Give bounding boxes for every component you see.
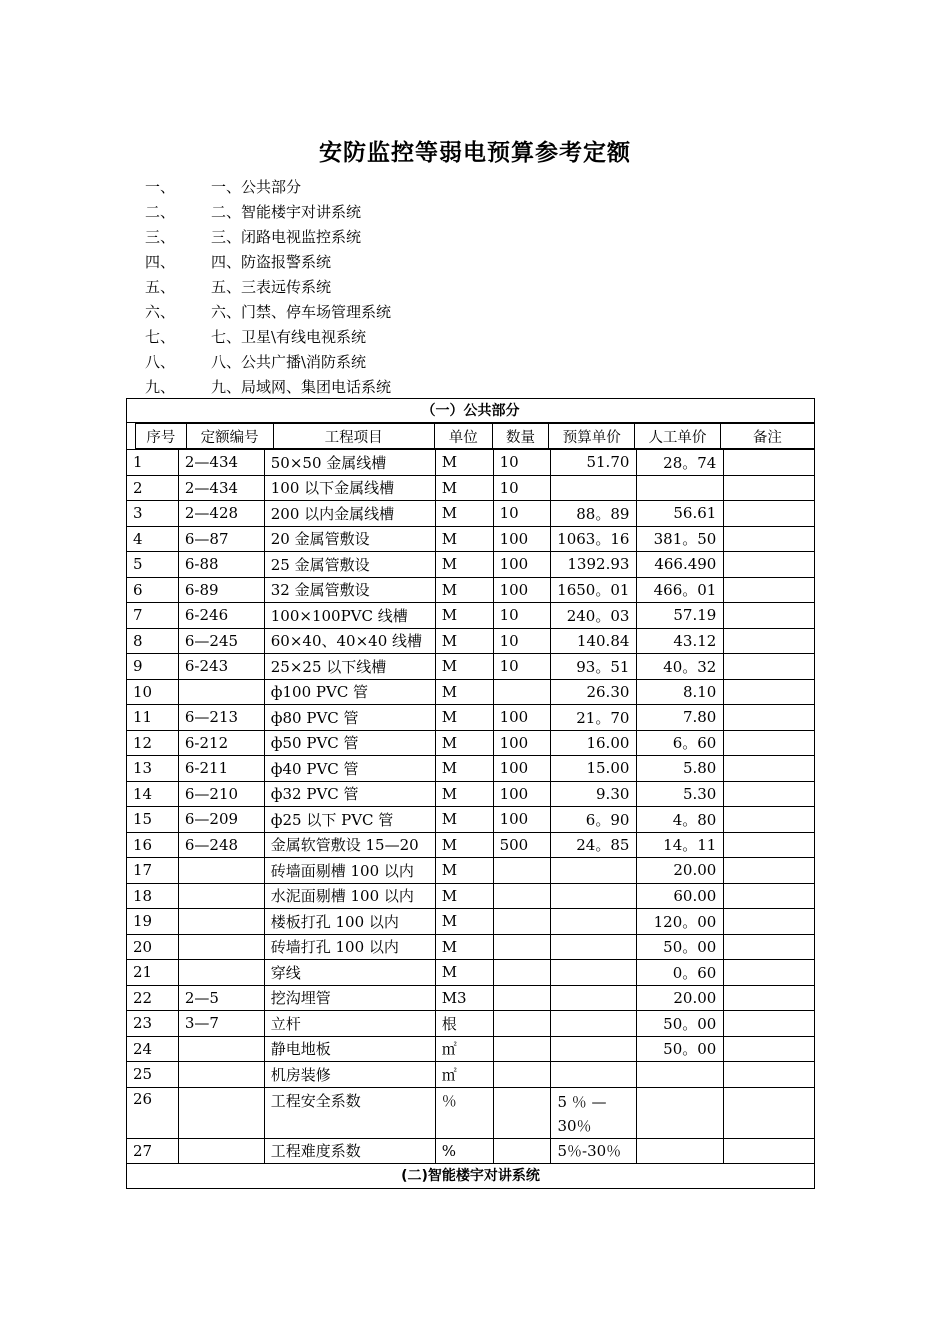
cell-quantity: 100 — [493, 781, 551, 807]
cell-labor-price — [637, 1062, 724, 1088]
toc-number: 四、 — [145, 253, 176, 271]
cell-unit: M — [435, 450, 493, 476]
cell-unit: M — [435, 832, 493, 858]
section-title-public: （一）公共部分 — [126, 398, 815, 423]
cell-quota-code — [178, 909, 264, 935]
cell-seq: 27 — [127, 1138, 179, 1164]
cell-remark — [724, 756, 815, 782]
cell-quota-code: 6—210 — [178, 781, 264, 807]
cell-quantity — [493, 1011, 551, 1037]
cell-item: 20 金属管敷设 — [264, 526, 435, 552]
cell-unit: M — [435, 730, 493, 756]
cell-quantity: 10 — [493, 501, 551, 527]
cell-budget-price — [551, 1011, 637, 1037]
cell-item: 穿线 — [264, 960, 435, 986]
cell-quantity: 100 — [493, 756, 551, 782]
table-header — [135, 423, 814, 449]
cell-remark — [724, 475, 815, 501]
cell-budget-price: 6。90 — [551, 807, 637, 833]
cell-seq: 3 — [127, 501, 179, 527]
cell-quota-code: 6—213 — [178, 705, 264, 731]
cell-item: 工程难度系数 — [264, 1138, 435, 1164]
cell-seq: 16 — [127, 832, 179, 858]
table-of-contents — [145, 175, 391, 400]
cell-quantity — [493, 858, 551, 884]
cell-quota-code: 2—434 — [178, 475, 264, 501]
table-row — [127, 1062, 815, 1088]
cell-budget-price — [551, 883, 637, 909]
cell-unit: M — [435, 960, 493, 986]
cell-budget-price: 26.30 — [551, 679, 637, 705]
cell-remark — [724, 832, 815, 858]
cell-quantity: 10 — [493, 475, 551, 501]
toc-label: 八、公共广播\消防系统 — [211, 353, 367, 371]
cell-remark — [724, 526, 815, 552]
cell-quantity — [493, 1087, 551, 1138]
cell-item: ф100 PVC 管 — [264, 679, 435, 705]
table-header-wrap — [126, 423, 815, 449]
cell-item: 楼板打孔 100 以内 — [264, 909, 435, 935]
cell-remark — [724, 603, 815, 629]
cell-item: ф80 PVC 管 — [264, 705, 435, 731]
cell-labor-price: 43.12 — [637, 628, 724, 654]
toc-label: 七、卫星\有线电视系统 — [211, 328, 367, 346]
cell-quantity — [493, 883, 551, 909]
cell-remark — [724, 654, 815, 680]
cell-labor-price: 5.30 — [637, 781, 724, 807]
cell-seq: 23 — [127, 1011, 179, 1037]
cell-remark — [724, 628, 815, 654]
table-row — [127, 475, 815, 501]
cell-quantity: 100 — [493, 552, 551, 578]
cell-seq: 22 — [127, 985, 179, 1011]
cell-labor-price: 57.19 — [637, 603, 724, 629]
cell-item: ф50 PVC 管 — [264, 730, 435, 756]
cell-budget-price: 9.30 — [551, 781, 637, 807]
table-row — [127, 756, 815, 782]
cell-seq: 4 — [127, 526, 179, 552]
toc-item — [145, 275, 391, 300]
toc-item — [145, 325, 391, 350]
cell-quota-code: 2—434 — [178, 450, 264, 476]
header-item: 工程项目 — [273, 424, 434, 449]
cell-budget-price — [551, 1036, 637, 1062]
cell-remark — [724, 501, 815, 527]
cell-labor-price: 14。11 — [637, 832, 724, 858]
cell-budget-price: 240。03 — [551, 603, 637, 629]
cell-budget-price: 140.84 — [551, 628, 637, 654]
cell-quantity — [493, 960, 551, 986]
cell-unit: M — [435, 552, 493, 578]
table-row — [127, 985, 815, 1011]
cell-remark — [724, 883, 815, 909]
cell-remark — [724, 552, 815, 578]
cell-quantity: 10 — [493, 603, 551, 629]
cell-quota-code: 6—245 — [178, 628, 264, 654]
cell-unit: ㎡ — [435, 1036, 493, 1062]
cell-budget-price: 1063。16 — [551, 526, 637, 552]
table-row — [127, 679, 815, 705]
cell-quantity — [493, 679, 551, 705]
cell-quota-code: 6-211 — [178, 756, 264, 782]
cell-quota-code: 6-88 — [178, 552, 264, 578]
cell-quantity: 10 — [493, 654, 551, 680]
cell-unit: M3 — [435, 985, 493, 1011]
cell-labor-price: 50。00 — [637, 1011, 724, 1037]
cell-unit: M — [435, 603, 493, 629]
header-budget-price: 预算单价 — [549, 424, 635, 449]
table-row — [127, 628, 815, 654]
cell-labor-price: 466。01 — [637, 577, 724, 603]
cell-seq: 26 — [127, 1087, 179, 1138]
cell-unit: M — [435, 781, 493, 807]
cell-quantity: 100 — [493, 526, 551, 552]
cell-seq: 18 — [127, 883, 179, 909]
cell-remark — [724, 807, 815, 833]
table-row — [127, 934, 815, 960]
cell-quota-code — [178, 1138, 264, 1164]
cell-unit: M — [435, 705, 493, 731]
cell-item: 100×100PVC 线槽 — [264, 603, 435, 629]
toc-item — [145, 250, 391, 275]
cell-quantity: 100 — [493, 730, 551, 756]
cell-unit: % — [435, 1138, 493, 1164]
toc-label: 六、门禁、停车场管理系统 — [211, 303, 392, 321]
cell-labor-price — [637, 475, 724, 501]
cell-budget-price: 15.00 — [551, 756, 637, 782]
cell-quota-code: 3—7 — [178, 1011, 264, 1037]
cell-quota-code — [178, 883, 264, 909]
cell-quota-code — [178, 1087, 264, 1138]
document-title: 安防监控等弱电预算参考定额 — [319, 140, 631, 166]
header-quota-code: 定额编号 — [186, 424, 273, 449]
cell-labor-price: 381。50 — [637, 526, 724, 552]
cell-quota-code: 6—209 — [178, 807, 264, 833]
cell-item: 25 金属管敷设 — [264, 552, 435, 578]
cell-seq: 6 — [127, 577, 179, 603]
cell-labor-price: 4。80 — [637, 807, 724, 833]
cell-remark — [724, 577, 815, 603]
cell-budget-price: 51.70 — [551, 450, 637, 476]
cell-seq: 2 — [127, 475, 179, 501]
cell-budget-price: 1650。01 — [551, 577, 637, 603]
cell-seq: 25 — [127, 1062, 179, 1088]
table-row — [127, 577, 815, 603]
table-row — [127, 552, 815, 578]
cell-unit: M — [435, 679, 493, 705]
toc-item — [145, 300, 391, 325]
cell-quota-code — [178, 960, 264, 986]
cell-item: 100 以下金属线槽 — [264, 475, 435, 501]
cell-item: 工程安全系数 — [264, 1087, 435, 1138]
table-row — [127, 858, 815, 884]
cell-labor-price: 20.00 — [637, 858, 724, 884]
cell-quota-code: 6-243 — [178, 654, 264, 680]
cell-unit: M — [435, 628, 493, 654]
cell-seq: 11 — [127, 705, 179, 731]
cell-quota-code: 2—428 — [178, 501, 264, 527]
cell-unit: M — [435, 501, 493, 527]
cell-labor-price: 5.80 — [637, 756, 724, 782]
cell-item: 机房装修 — [264, 1062, 435, 1088]
table-row — [127, 1138, 815, 1164]
cell-seq: 14 — [127, 781, 179, 807]
cell-remark — [724, 705, 815, 731]
cell-unit: 根 — [435, 1011, 493, 1037]
cell-remark — [724, 679, 815, 705]
cell-labor-price — [637, 1138, 724, 1164]
table-row — [127, 705, 815, 731]
cell-quantity — [493, 909, 551, 935]
cell-remark — [724, 960, 815, 986]
toc-number: 六、 — [145, 303, 176, 321]
toc-number: 三、 — [145, 228, 176, 246]
quota-table — [126, 398, 815, 1189]
cell-seq: 20 — [127, 934, 179, 960]
cell-labor-price: 56.61 — [637, 501, 724, 527]
cell-seq: 10 — [127, 679, 179, 705]
table-row — [127, 832, 815, 858]
cell-quota-code — [178, 679, 264, 705]
cell-quota-code — [178, 1062, 264, 1088]
table-row — [127, 909, 815, 935]
cell-item: 水泥面剔槽 100 以内 — [264, 883, 435, 909]
cell-budget-price: 5 ％ —30％ — [551, 1087, 637, 1138]
cell-remark — [724, 1011, 815, 1037]
cell-seq: 12 — [127, 730, 179, 756]
toc-item — [145, 175, 391, 200]
cell-remark — [724, 1087, 815, 1138]
toc-item — [145, 200, 391, 225]
cell-item: ф25 以下 PVC 管 — [264, 807, 435, 833]
toc-item — [145, 225, 391, 250]
table-row — [127, 781, 815, 807]
cell-remark — [724, 1036, 815, 1062]
header-row — [136, 424, 815, 449]
table-row — [127, 960, 815, 986]
cell-unit: M — [435, 577, 493, 603]
cell-labor-price: 466.490 — [637, 552, 724, 578]
header-remark: 备注 — [720, 424, 814, 449]
cell-unit: ％ — [435, 1087, 493, 1138]
cell-labor-price: 50。00 — [637, 1036, 724, 1062]
cell-quantity: 100 — [493, 705, 551, 731]
cell-budget-price: 5％-30％ — [551, 1138, 637, 1164]
cell-item: 金属软管敷设 15—20 — [264, 832, 435, 858]
toc-label: 一、公共部分 — [211, 178, 302, 196]
cell-quantity — [493, 1036, 551, 1062]
cell-remark — [724, 934, 815, 960]
cell-unit: M — [435, 526, 493, 552]
cell-quota-code — [178, 858, 264, 884]
cell-budget-price: 88。89 — [551, 501, 637, 527]
header-seq: 序号 — [136, 424, 187, 449]
cell-budget-price — [551, 475, 637, 501]
table-row — [127, 807, 815, 833]
cell-seq: 8 — [127, 628, 179, 654]
table-row — [127, 1011, 815, 1037]
cell-item: 60×40、40×40 线槽 — [264, 628, 435, 654]
cell-quantity: 10 — [493, 628, 551, 654]
cell-seq: 24 — [127, 1036, 179, 1062]
cell-quantity — [493, 1062, 551, 1088]
cell-quota-code: 2—5 — [178, 985, 264, 1011]
cell-quantity — [493, 1138, 551, 1164]
toc-item — [145, 375, 391, 400]
toc-number: 二、 — [145, 203, 176, 221]
header-labor-price: 人工单价 — [635, 424, 721, 449]
cell-labor-price: 60.00 — [637, 883, 724, 909]
cell-quota-code: 6-212 — [178, 730, 264, 756]
toc-label: 二、智能楼宇对讲系统 — [211, 203, 362, 221]
cell-budget-price: 1392.93 — [551, 552, 637, 578]
cell-seq: 13 — [127, 756, 179, 782]
cell-seq: 17 — [127, 858, 179, 884]
cell-labor-price: 7.80 — [637, 705, 724, 731]
toc-number: 九、 — [145, 378, 176, 396]
cell-budget-price — [551, 960, 637, 986]
cell-seq: 7 — [127, 603, 179, 629]
cell-labor-price — [637, 1087, 724, 1138]
cell-item: ф40 PVC 管 — [264, 756, 435, 782]
cell-quota-code — [178, 1036, 264, 1062]
cell-budget-price: 21。70 — [551, 705, 637, 731]
toc-label: 五、三表远传系统 — [211, 278, 332, 296]
cell-quantity: 100 — [493, 807, 551, 833]
table-row — [127, 501, 815, 527]
cell-quota-code — [178, 934, 264, 960]
table-row — [127, 883, 815, 909]
toc-number: 五、 — [145, 278, 176, 296]
cell-quantity — [493, 934, 551, 960]
cell-remark — [724, 781, 815, 807]
cell-unit: M — [435, 807, 493, 833]
cell-item: 立杆 — [264, 1011, 435, 1037]
cell-item: ф32 PVC 管 — [264, 781, 435, 807]
cell-budget-price — [551, 934, 637, 960]
toc-number: 一、 — [145, 178, 176, 196]
cell-seq: 15 — [127, 807, 179, 833]
cell-item: 砖墙面剔槽 100 以内 — [264, 858, 435, 884]
header-quantity: 数量 — [492, 424, 549, 449]
cell-quota-code: 6—248 — [178, 832, 264, 858]
cell-remark — [724, 909, 815, 935]
table-row — [127, 730, 815, 756]
cell-item: 32 金属管敷设 — [264, 577, 435, 603]
cell-quantity — [493, 985, 551, 1011]
cell-quota-code: 6-246 — [178, 603, 264, 629]
cell-remark — [724, 1062, 815, 1088]
table-row — [127, 450, 815, 476]
cell-remark — [724, 450, 815, 476]
cell-unit: M — [435, 475, 493, 501]
cell-quantity: 100 — [493, 577, 551, 603]
cell-unit: ㎡ — [435, 1062, 493, 1088]
cell-labor-price: 40。32 — [637, 654, 724, 680]
table-row — [127, 654, 815, 680]
cell-item: 挖沟埋管 — [264, 985, 435, 1011]
table-row — [127, 1087, 815, 1138]
cell-seq: 19 — [127, 909, 179, 935]
cell-labor-price: 28。74 — [637, 450, 724, 476]
cell-budget-price: 24。85 — [551, 832, 637, 858]
cell-unit: M — [435, 909, 493, 935]
cell-unit: M — [435, 756, 493, 782]
cell-item: 静电地板 — [264, 1036, 435, 1062]
toc-item — [145, 350, 391, 375]
cell-remark — [724, 1138, 815, 1164]
table-row — [127, 1036, 815, 1062]
table-body — [126, 449, 815, 1164]
cell-seq: 1 — [127, 450, 179, 476]
cell-labor-price: 120。00 — [637, 909, 724, 935]
cell-remark — [724, 730, 815, 756]
cell-item: 25×25 以下线槽 — [264, 654, 435, 680]
section-title-intercom: (二)智能楼宇对讲系统 — [126, 1164, 815, 1189]
cell-unit: M — [435, 883, 493, 909]
cell-budget-price: 16.00 — [551, 730, 637, 756]
cell-quota-code: 6—87 — [178, 526, 264, 552]
toc-number: 七、 — [145, 328, 176, 346]
cell-budget-price — [551, 909, 637, 935]
cell-quantity: 500 — [493, 832, 551, 858]
cell-quota-code: 6-89 — [178, 577, 264, 603]
cell-remark — [724, 985, 815, 1011]
cell-unit: M — [435, 934, 493, 960]
cell-unit: M — [435, 654, 493, 680]
cell-item: 砖墙打孔 100 以内 — [264, 934, 435, 960]
toc-label: 四、防盗报警系统 — [211, 253, 332, 271]
cell-unit: M — [435, 858, 493, 884]
cell-labor-price: 20.00 — [637, 985, 724, 1011]
toc-label: 九、局域网、集团电话系统 — [211, 378, 392, 396]
cell-budget-price — [551, 1062, 637, 1088]
cell-item: 200 以内金属线槽 — [264, 501, 435, 527]
cell-labor-price: 50。00 — [637, 934, 724, 960]
cell-budget-price — [551, 858, 637, 884]
cell-quantity: 10 — [493, 450, 551, 476]
table-row — [127, 526, 815, 552]
cell-remark — [724, 858, 815, 884]
cell-seq: 9 — [127, 654, 179, 680]
cell-seq: 5 — [127, 552, 179, 578]
table-row — [127, 603, 815, 629]
cell-budget-price — [551, 985, 637, 1011]
cell-labor-price: 6。60 — [637, 730, 724, 756]
toc-number: 八、 — [145, 353, 176, 371]
header-unit: 单位 — [434, 424, 492, 449]
cell-item: 50×50 金属线槽 — [264, 450, 435, 476]
toc-label: 三、闭路电视监控系统 — [211, 228, 362, 246]
cell-seq: 21 — [127, 960, 179, 986]
cell-budget-price: 93。51 — [551, 654, 637, 680]
cell-labor-price: 8.10 — [637, 679, 724, 705]
cell-labor-price: 0。60 — [637, 960, 724, 986]
